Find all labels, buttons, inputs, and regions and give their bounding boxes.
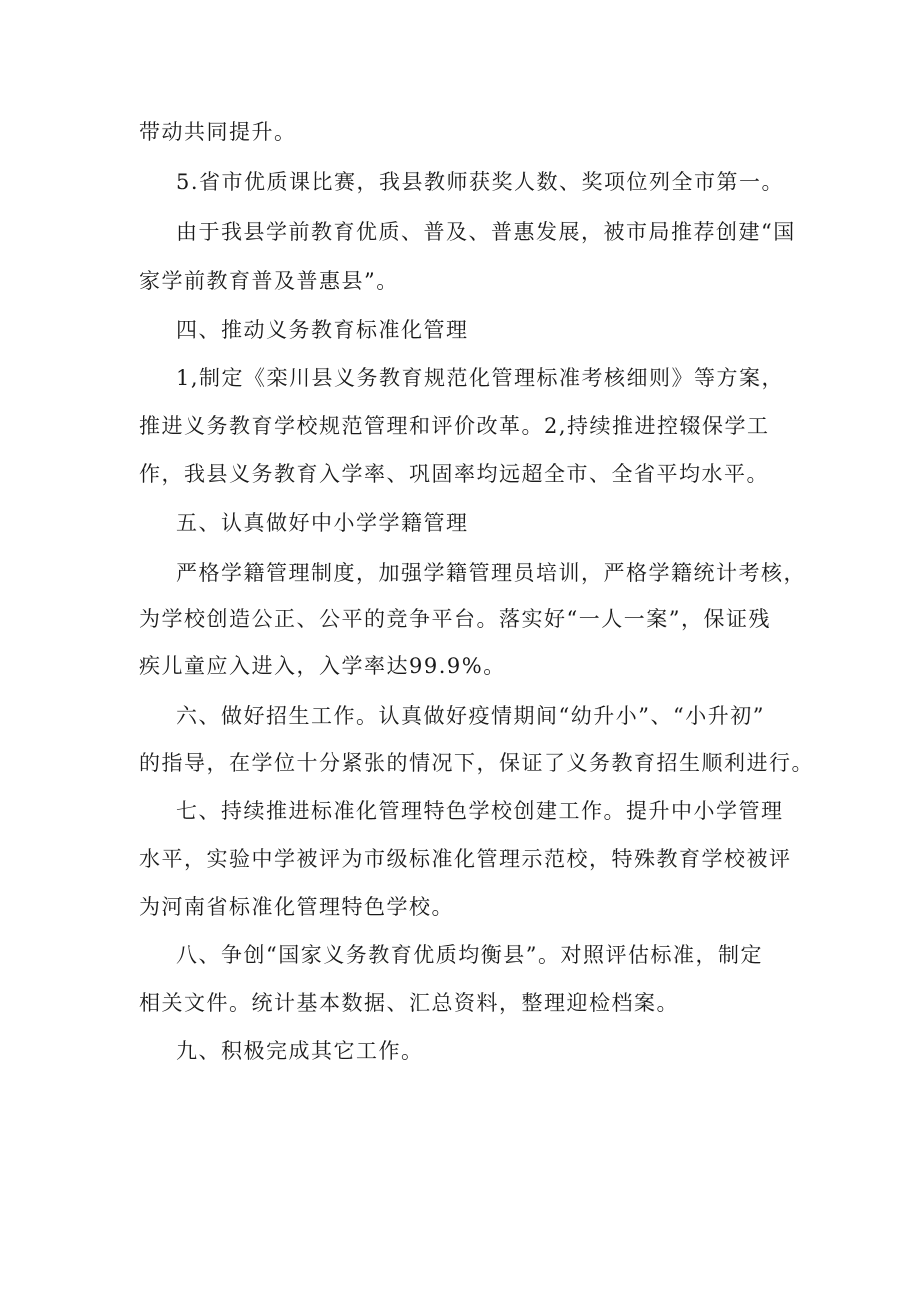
body-text-line: 由于我县学前教育优质、普及、普惠发展，被市局推荐创建“国 <box>176 220 796 244</box>
body-text-line: 推进义务教育学校规范管理和评价改革。2,持续推进控辍保学工 <box>139 414 770 438</box>
body-text-line: 的指导，在学位十分紧张的情况下，保证了义务教育招生顺利进行。 <box>139 751 814 775</box>
body-text-line: 1,制定《栾川县义务教育规范化管理标准考核细则》等方案， <box>176 366 785 390</box>
body-text-line: 带动共同提升。 <box>139 120 297 144</box>
body-text-line: 水平，实验中学被评为市级标准化管理示范校，特殊教育学校被评 <box>139 847 792 871</box>
body-text-line: 严格学籍管理制度，加强学籍管理员培训，严格学籍统计考核， <box>176 561 806 585</box>
body-text-line: 七、持续推进标准化管理特色学校创建工作。提升中小学管理 <box>176 799 784 823</box>
body-text-line: 疾儿童应入进入，入学率达99.9%。 <box>139 654 506 678</box>
body-text-line: 为学校创造公正、公平的竞争平台。落实好“一人一案”，保证残 <box>139 607 771 631</box>
section-heading: 四、推动义务教育标准化管理 <box>176 318 469 342</box>
body-text-line: 为河南省标准化管理特色学校。 <box>139 895 454 919</box>
body-text-line: 六、做好招生工作。认真做好疫情期间“幼升小”、“小升初” <box>176 704 765 728</box>
body-text-line: 5.省市优质课比赛，我县教师获奖人数、奖项位列全市第一。 <box>176 170 785 194</box>
body-text-line: 九、积极完成其它工作。 <box>176 1039 424 1063</box>
body-text-line: 作，我县义务教育入学率、巩固率均远超全市、全省平均水平。 <box>139 462 769 486</box>
section-heading: 五、认真做好中小学学籍管理 <box>176 511 469 535</box>
body-text-line: 八、争创“国家义务教育优质均衡县”。对照评估标准，制定 <box>176 943 763 967</box>
body-text-line: 相关文件。统计基本数据、汇总资料，整理迎检档案。 <box>139 991 679 1015</box>
body-text-line: 家学前教育普及普惠县”。 <box>139 269 399 293</box>
